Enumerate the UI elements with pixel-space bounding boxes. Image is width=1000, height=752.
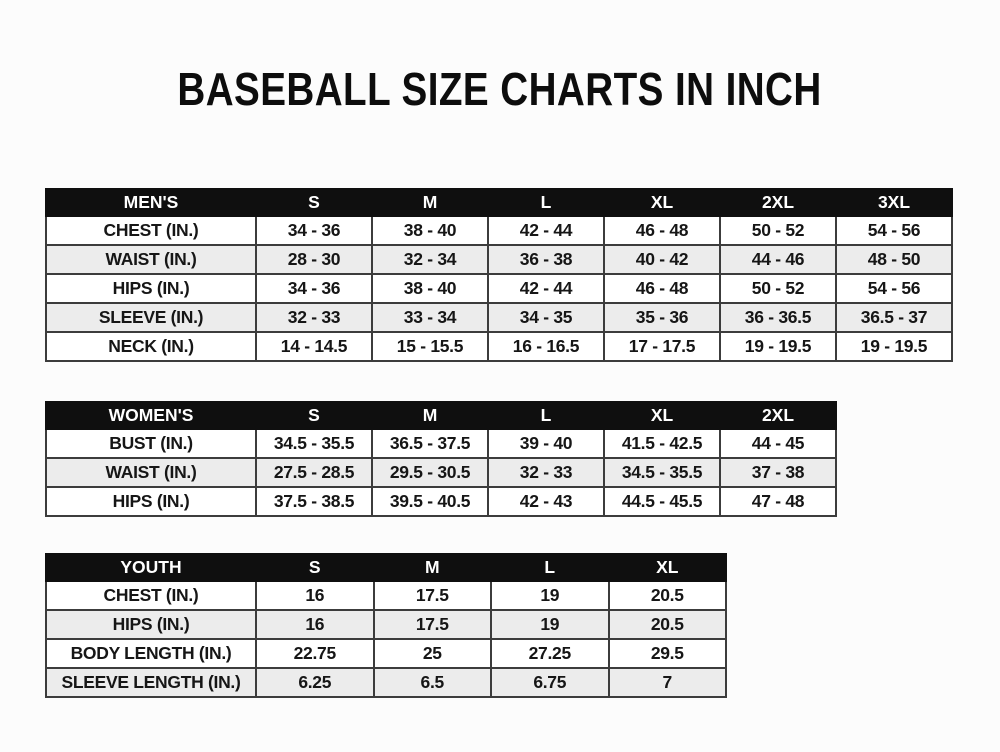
value-cell: 32 - 33 — [256, 303, 372, 332]
size-header-cell: XL — [604, 402, 720, 429]
youth-size-table — [45, 553, 727, 698]
value-cell: 37.5 - 38.5 — [256, 487, 372, 516]
value-cell: 16 - 16.5 — [488, 332, 604, 361]
value-cell: 34 - 35 — [488, 303, 604, 332]
value-cell: 47 - 48 — [720, 487, 836, 516]
measure-label-cell: WAIST (IN.) — [46, 458, 256, 487]
value-cell: 6.25 — [256, 668, 374, 697]
measure-label-cell: NECK (IN.) — [46, 332, 256, 361]
table-row — [46, 245, 952, 274]
value-cell: 39.5 - 40.5 — [372, 487, 488, 516]
value-cell: 48 - 50 — [836, 245, 952, 274]
group-header-cell: MEN'S — [46, 189, 256, 216]
value-cell: 35 - 36 — [604, 303, 720, 332]
measure-label-cell: BUST (IN.) — [46, 429, 256, 458]
size-header-cell: L — [488, 402, 604, 429]
value-cell: 25 — [374, 639, 492, 668]
value-cell: 44 - 46 — [720, 245, 836, 274]
size-header-cell: XL — [604, 189, 720, 216]
value-cell: 34.5 - 35.5 — [256, 429, 372, 458]
value-cell: 36.5 - 37 — [836, 303, 952, 332]
table-row — [46, 216, 952, 245]
size-header-row — [46, 554, 726, 581]
value-cell: 29.5 - 30.5 — [372, 458, 488, 487]
value-cell: 34 - 36 — [256, 216, 372, 245]
value-cell: 34 - 36 — [256, 274, 372, 303]
size-header-cell: S — [256, 402, 372, 429]
size-header-row — [46, 189, 952, 216]
value-cell: 50 - 52 — [720, 274, 836, 303]
table-row — [46, 610, 726, 639]
value-cell: 36.5 - 37.5 — [372, 429, 488, 458]
size-header-cell: 3XL — [836, 189, 952, 216]
table-row — [46, 639, 726, 668]
value-cell: 32 - 34 — [372, 245, 488, 274]
size-header-cell: L — [491, 554, 609, 581]
group-header-cell: WOMEN'S — [46, 402, 256, 429]
measure-label-cell: WAIST (IN.) — [46, 245, 256, 274]
value-cell: 39 - 40 — [488, 429, 604, 458]
value-cell: 34.5 - 35.5 — [604, 458, 720, 487]
value-cell: 38 - 40 — [372, 274, 488, 303]
size-header-cell: L — [488, 189, 604, 216]
page-title — [0, 62, 1000, 116]
measure-label-cell: HIPS (IN.) — [46, 487, 256, 516]
value-cell: 33 - 34 — [372, 303, 488, 332]
measure-label-cell: HIPS (IN.) — [46, 610, 256, 639]
value-cell: 54 - 56 — [836, 216, 952, 245]
table-row — [46, 458, 836, 487]
size-header-cell: S — [256, 554, 374, 581]
size-header-cell: M — [372, 189, 488, 216]
value-cell: 14 - 14.5 — [256, 332, 372, 361]
value-cell: 42 - 43 — [488, 487, 604, 516]
value-cell: 17.5 — [374, 581, 492, 610]
table-row — [46, 332, 952, 361]
value-cell: 28 - 30 — [256, 245, 372, 274]
value-cell: 20.5 — [609, 581, 727, 610]
table-row — [46, 581, 726, 610]
value-cell: 22.75 — [256, 639, 374, 668]
value-cell: 44 - 45 — [720, 429, 836, 458]
size-header-cell: M — [374, 554, 492, 581]
size-header-row — [46, 402, 836, 429]
value-cell: 6.5 — [374, 668, 492, 697]
value-cell: 46 - 48 — [604, 274, 720, 303]
size-header-cell: M — [372, 402, 488, 429]
value-cell: 50 - 52 — [720, 216, 836, 245]
value-cell: 19 - 19.5 — [836, 332, 952, 361]
value-cell: 19 - 19.5 — [720, 332, 836, 361]
value-cell: 41.5 - 42.5 — [604, 429, 720, 458]
value-cell: 46 - 48 — [604, 216, 720, 245]
measure-label-cell: SLEEVE (IN.) — [46, 303, 256, 332]
value-cell: 36 - 36.5 — [720, 303, 836, 332]
value-cell: 40 - 42 — [604, 245, 720, 274]
value-cell: 19 — [491, 610, 609, 639]
value-cell: 27.5 - 28.5 — [256, 458, 372, 487]
table-row — [46, 429, 836, 458]
table-row — [46, 668, 726, 697]
table-row — [46, 274, 952, 303]
group-header-cell: YOUTH — [46, 554, 256, 581]
value-cell: 17 - 17.5 — [604, 332, 720, 361]
measure-label-cell: SLEEVE LENGTH (IN.) — [46, 668, 256, 697]
size-header-cell: XL — [609, 554, 727, 581]
value-cell: 19 — [491, 581, 609, 610]
size-header-cell: 2XL — [720, 402, 836, 429]
table-row — [46, 303, 952, 332]
value-cell: 36 - 38 — [488, 245, 604, 274]
value-cell: 42 - 44 — [488, 274, 604, 303]
value-cell: 17.5 — [374, 610, 492, 639]
size-header-cell: 2XL — [720, 189, 836, 216]
value-cell: 38 - 40 — [372, 216, 488, 245]
value-cell: 7 — [609, 668, 727, 697]
value-cell: 42 - 44 — [488, 216, 604, 245]
value-cell: 27.25 — [491, 639, 609, 668]
mens-size-table — [45, 188, 953, 362]
value-cell: 16 — [256, 581, 374, 610]
value-cell: 16 — [256, 610, 374, 639]
size-header-cell: S — [256, 189, 372, 216]
measure-label-cell: BODY LENGTH (IN.) — [46, 639, 256, 668]
value-cell: 29.5 — [609, 639, 727, 668]
measure-label-cell: CHEST (IN.) — [46, 581, 256, 610]
measure-label-cell: HIPS (IN.) — [46, 274, 256, 303]
womens-size-table — [45, 401, 837, 517]
value-cell: 15 - 15.5 — [372, 332, 488, 361]
value-cell: 20.5 — [609, 610, 727, 639]
table-row — [46, 487, 836, 516]
value-cell: 54 - 56 — [836, 274, 952, 303]
measure-label-cell: CHEST (IN.) — [46, 216, 256, 245]
value-cell: 32 - 33 — [488, 458, 604, 487]
page-title-text: BASEBALL SIZE CHARTS IN INCH — [177, 63, 823, 115]
value-cell: 6.75 — [491, 668, 609, 697]
value-cell: 44.5 - 45.5 — [604, 487, 720, 516]
value-cell: 37 - 38 — [720, 458, 836, 487]
